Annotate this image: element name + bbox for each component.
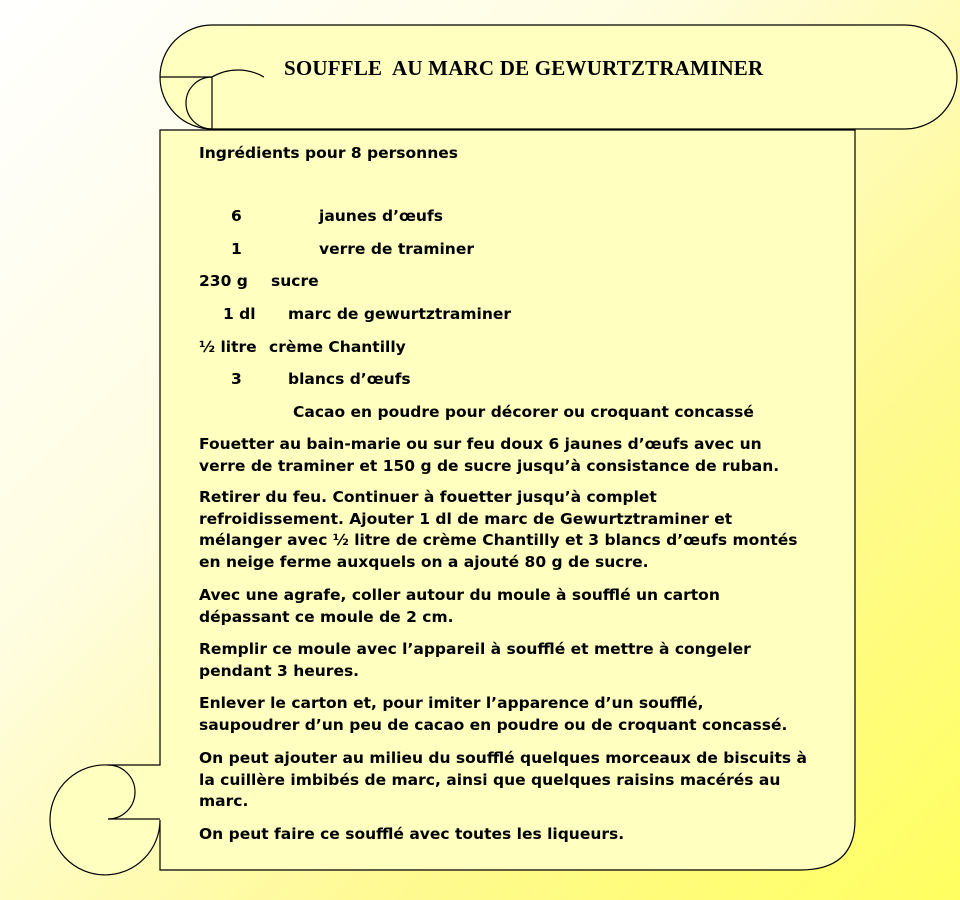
step-paragraph: Avec une agrafe, coller autour du moule à soufflé un carton dépassant ce moule de 2 cm. (199, 586, 720, 626)
ingredient-line (199, 239, 474, 261)
step-paragraph: On peut faire ce soufflé avec toutes les liqueurs. (199, 825, 625, 843)
ingredient-line (199, 271, 319, 293)
ingredient-name: jaunes d’œufs (319, 207, 443, 225)
ingredient-line (199, 337, 406, 359)
decoration-note: Cacao en poudre pour décorer ou croquant concassé (293, 403, 754, 421)
ingredient-qty: ½ litre (199, 338, 257, 356)
ingredient-qty: 1 dl (223, 305, 256, 323)
recipe-title: SOUFFLE AU MARC DE GEWURTZTRAMINER (284, 56, 764, 80)
ingredients-heading: Ingrédients pour 8 personnes (199, 144, 458, 162)
ingredient-line (199, 206, 443, 228)
ingredient-qty: 6 (231, 207, 242, 225)
ingredient-qty: 230 g (199, 272, 248, 290)
ingredient-name: blancs d’œufs (288, 370, 411, 388)
ingredient-name: crème Chantilly (269, 338, 406, 356)
ingredient-name: verre de traminer (319, 240, 474, 258)
ingredient-name: sucre (271, 272, 319, 290)
step-paragraph: Remplir ce moule avec l’appareil à soufflé et mettre à congeler pendant 3 heures. (199, 640, 751, 680)
step-paragraph: Enlever le carton et, pour imiter l’apparence d’un soufflé, saupoudrer d’un peu de cacao en poudre ou de croquant concassé. (199, 694, 788, 734)
ingredient-line (199, 304, 511, 326)
step-paragraph: On peut ajouter au milieu du soufflé quelques morceaux de biscuits à la cuillère imbibés de marc, ainsi que quelques raisins macérés au marc. (199, 749, 807, 810)
ingredient-qty: 1 (231, 240, 242, 258)
step-paragraph: Retirer du feu. Continuer à fouetter jusqu’à complet refroidissement. Ajouter 1 dl de marc de Gewurtztraminer et mélanger avec ½ litre de crème Chantilly et 3 blancs d’œufs montés en neige ferme auxquels on a ajouté 80 g de sucre. (199, 488, 798, 571)
ingredient-line (199, 369, 411, 391)
ingredient-qty: 3 (231, 370, 242, 388)
step-paragraph: Fouetter au bain-marie ou sur feu doux 6 jaunes d’œufs avec un verre de traminer et 150 g de sucre jusqu’à consistance de ruban. (199, 435, 780, 475)
ingredient-name: marc de gewurtztraminer (288, 305, 512, 323)
